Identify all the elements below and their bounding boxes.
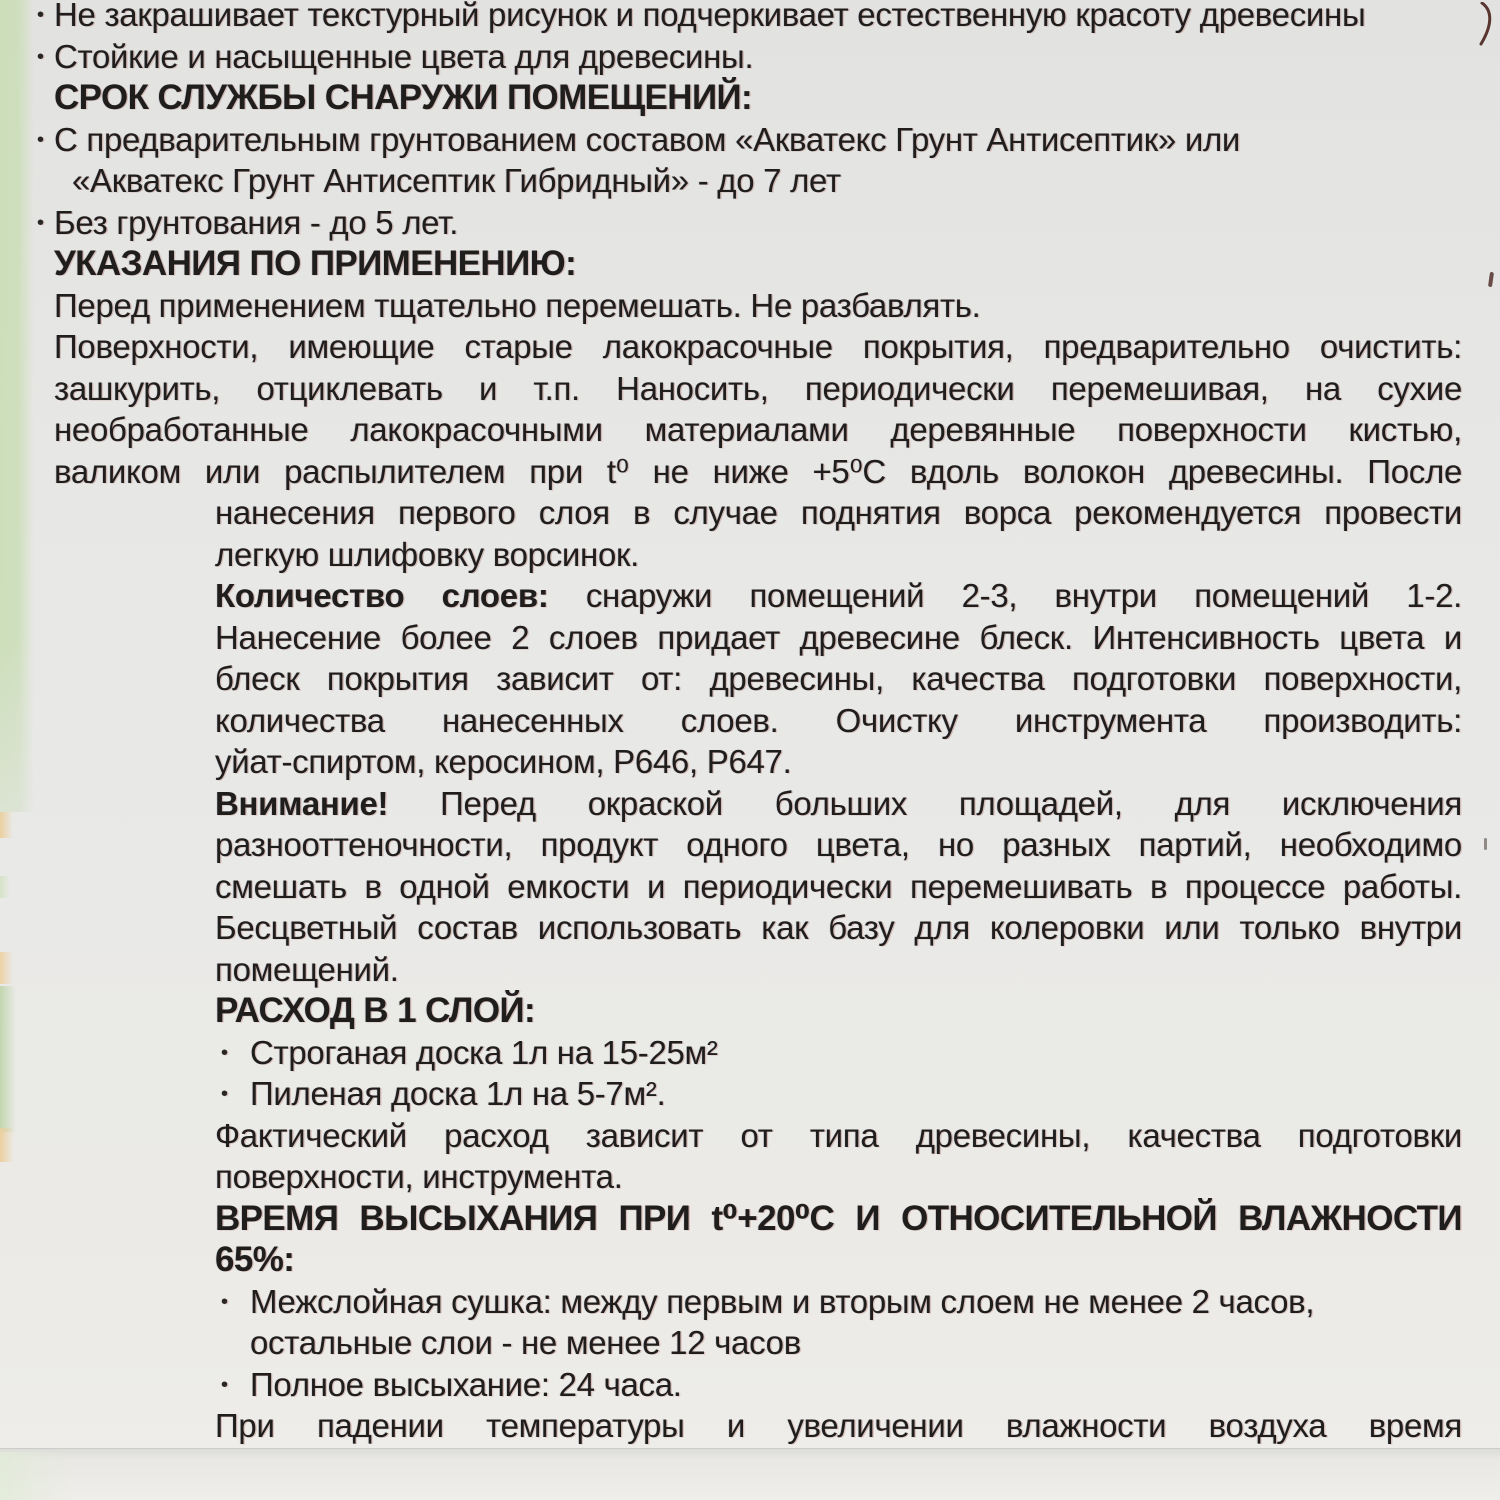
label-line [215, 534, 1462, 576]
lead-text: Количество слоев: [215, 577, 586, 614]
ink-hook-mark [1468, 2, 1496, 50]
line-text: При падении температуры и увеличении влажности воздуха время [215, 1407, 1462, 1444]
label-line [215, 783, 1462, 825]
line-text: «Акватекс Грунт Антисептик Гибридный» - до 7 лет [72, 162, 841, 199]
line-text: необработанные лакокрасочными материалами деревянные поверхности кистью, [54, 411, 1462, 448]
line-text: помещений. [215, 950, 399, 988]
line-text: Фактический расход зависит от типа древесины, качества подготовки [215, 1116, 1462, 1154]
label-line [215, 824, 1462, 866]
line-text: Бесцветный состав использовать как базу для колеровки или только внутри [215, 909, 1462, 946]
bullet-icon: • [37, 128, 44, 151]
line-text: Перед применением тщательно перемешать. Не разбавлять. [54, 286, 981, 324]
label-bottom-edge [0, 1448, 1500, 1500]
line-text: СРОК СЛУЖБЫ СНАРУЖИ ПОМЕЩЕНИЙ: [54, 78, 753, 117]
line-text: ВРЕМЯ ВЫСЫХАНИЯ ПРИ t⁰+20⁰С И ОТНОСИТЕЛЬНОЙ ВЛАЖНОСТИ 65%: [215, 1198, 1462, 1279]
ink-speck-small [1484, 838, 1487, 850]
line-text: С предварительным грунтованием составом «Акватекс Грунт Антисептик» или [54, 120, 1241, 158]
line-text: Стойкие и насыщенные цвета для древесины. [54, 37, 754, 75]
lead-text: Внимание! [215, 784, 441, 822]
line-text: Нанесение более 2 слоев придает древесине блеск. Интенсивность цвета и [215, 618, 1462, 656]
label-line [37, 202, 1462, 244]
label-line [215, 658, 1462, 700]
bullet-icon: • [37, 45, 44, 68]
line-text: поверхности, инструмента. [215, 1158, 623, 1195]
label-line [215, 949, 1462, 991]
label-line [54, 451, 1462, 493]
label-line [215, 1156, 1462, 1198]
label-bottom-corner-tint [0, 1452, 70, 1500]
bullet-icon: • [37, 211, 44, 234]
label-line [215, 907, 1462, 949]
line-text: нанесения первого слоя в случае поднятия ворса рекомендуется провести [215, 494, 1462, 531]
line-text: Перед окраской больших площадей, для исключения [440, 784, 1462, 822]
bullet-icon: • [221, 1041, 228, 1064]
label-line [72, 160, 1462, 202]
label-line [221, 1364, 1462, 1406]
line-text: валиком или распылителем при t⁰ не ниже +5⁰С вдоль волокон древесины. После [54, 452, 1462, 490]
line-text: блеск покрытия зависит от: древесины, качества подготовки поверхности, [215, 660, 1462, 697]
line-text: УКАЗАНИЯ ПО ПРИМЕНЕНИЮ: [54, 244, 577, 283]
label-line [215, 575, 1462, 617]
label-line [54, 368, 1462, 410]
line-text: Межслойная сушка: между первым и вторым слоем не менее 2 часов, [250, 1282, 1315, 1320]
line-text: легкую шлифовку ворсинок. [215, 535, 640, 573]
line-text: количества нанесенных слоев. Очистку инструмента производить: [215, 701, 1462, 739]
line-text: Поверхности, имеющие старые лакокрасочные покрытия, предварительно очистить: [54, 328, 1462, 365]
label-line [215, 741, 1462, 783]
label-line [37, 36, 1462, 78]
line-text: уйат-спиртом, керосином, Р646, Р647. [215, 743, 792, 780]
label-line [250, 1322, 1462, 1364]
bullet-icon: • [37, 4, 44, 26]
line-text: остальные слои - не менее 12 часов [250, 1324, 801, 1361]
label-line [215, 990, 1462, 1032]
label-line [221, 1281, 1462, 1323]
label-line [215, 617, 1462, 659]
label-line [37, 0, 1462, 36]
line-text: Строганая доска 1л на 15-25м² [250, 1033, 718, 1071]
line-text: РАСХОД В 1 СЛОЙ: [215, 991, 536, 1030]
line-text: Без грунтования - до 5 лет. [54, 203, 459, 241]
line-text: зашкурить, отциклевать и т.п. Наносить, периодически перемешивая, на сухие [54, 369, 1462, 407]
bullet-icon: • [221, 1083, 228, 1105]
label-line [221, 1073, 1462, 1115]
line-text: разнооттеночности, продукт одного цвета, но разных партий, необходимо [215, 826, 1462, 863]
label-line [215, 1405, 1462, 1447]
line-text: снаружи помещений 2-3, внутри помещений 1-2. [585, 577, 1462, 614]
label-line [54, 243, 1462, 285]
label-line [215, 1115, 1462, 1157]
line-text: смешать в одной емкости и периодически перемешивать в процессе работы. [215, 867, 1462, 905]
label-line [215, 492, 1462, 534]
label-line [215, 866, 1462, 908]
bullet-icon: • [221, 1290, 228, 1313]
line-text: Не закрашивает текстурный рисунок и подчеркивает естественную красоту древесины [54, 0, 1366, 33]
label-line [54, 326, 1462, 368]
bullet-icon: • [221, 1373, 228, 1396]
label-line [54, 77, 1462, 119]
line-text: Пиленая доска 1л на 5-7м². [250, 1075, 666, 1112]
label-line [54, 285, 1462, 327]
label-line [221, 1032, 1462, 1074]
label-line [215, 700, 1462, 742]
label-line [54, 409, 1462, 451]
line-text: Полное высыхание: 24 часа. [250, 1365, 682, 1403]
label-line [215, 1198, 1462, 1281]
label-line [37, 119, 1462, 161]
